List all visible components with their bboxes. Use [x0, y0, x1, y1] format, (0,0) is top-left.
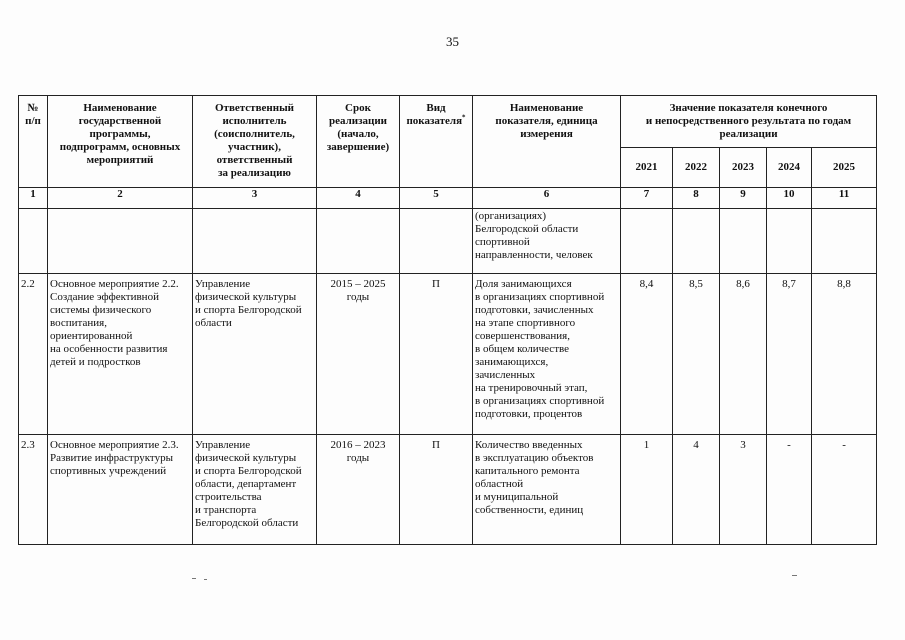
column-number: 7 [621, 188, 673, 209]
row-indicator: Количество введенных в эксплуатацию объектов капитального ремонта областной и муниципальной собственности, единиц [473, 435, 621, 545]
program-table [18, 95, 877, 545]
column-number: 10 [767, 188, 812, 209]
row-value-2025 [812, 209, 877, 274]
header-col-period: Срок реализации (начало, завершение) [317, 96, 400, 188]
year-2024: 2024 [767, 148, 812, 188]
header-col-values: Значение показателя конечного и непосредственного результата по годам реализации [621, 96, 877, 148]
row-value-2021 [621, 209, 673, 274]
year-2025: 2025 [812, 148, 877, 188]
column-number: 2 [48, 188, 193, 209]
row-value-2022 [673, 209, 720, 274]
row-indicator: Доля занимающихся в организациях спортивной подготовки, зачисленных на этапе спортивного совершенствования, в общем количестве занимающихся, зачисленных на тренировочный этап, в организациях спортивной подготовки, процентов [473, 274, 621, 435]
row-value-2023: 8,6 [720, 274, 767, 435]
row-value-2024 [767, 209, 812, 274]
header-col-type-footnote-mark: * [462, 113, 466, 122]
row-executor [193, 209, 317, 274]
row-executor: Управление физической культуры и спорта Белгородской области [193, 274, 317, 435]
row-num: 2.2 [19, 274, 48, 435]
year-2021: 2021 [621, 148, 673, 188]
header-col-name: Наименование государственной программы, подпрограмм, основных мероприятий [48, 96, 193, 188]
row-num [19, 209, 48, 274]
column-number: 1 [19, 188, 48, 209]
header-col-num: № п/п [19, 96, 48, 188]
page-number: 35 [446, 34, 459, 49]
row-value-2022: 8,5 [673, 274, 720, 435]
table-row [19, 209, 877, 274]
row-period: 2016 – 2023 годы [317, 435, 400, 545]
row-name: Основное мероприятие 2.3. Развитие инфраструктуры спортивных учреждений [48, 435, 193, 545]
row-type: П [400, 274, 473, 435]
column-number: 9 [720, 188, 767, 209]
table-row [19, 435, 877, 545]
row-value-2021: 8,4 [621, 274, 673, 435]
year-2023: 2023 [720, 148, 767, 188]
header-col-indicator: Наименование показателя, единица измерения [473, 96, 621, 188]
row-value-2022: 4 [673, 435, 720, 545]
row-type: П [400, 435, 473, 545]
column-number: 5 [400, 188, 473, 209]
scan-dust-mark [192, 578, 196, 579]
row-type [400, 209, 473, 274]
year-2022: 2022 [673, 148, 720, 188]
header-col-executor: Ответственный исполнитель (соисполнитель, участник), ответственный за реализацию [193, 96, 317, 188]
row-period [317, 209, 400, 274]
header-col-type-label: Вид показателя [406, 102, 463, 127]
row-value-2025: - [812, 435, 877, 545]
scan-dust-mark [204, 579, 207, 580]
column-number: 6 [473, 188, 621, 209]
row-name [48, 209, 193, 274]
row-num: 2.3 [19, 435, 48, 545]
scan-dust-mark [792, 575, 797, 576]
table-row [19, 274, 877, 435]
header-row [19, 96, 877, 148]
row-period: 2015 – 2025 годы [317, 274, 400, 435]
column-number: 11 [812, 188, 877, 209]
row-value-2023 [720, 209, 767, 274]
header-col-type [400, 96, 473, 188]
column-number: 3 [193, 188, 317, 209]
column-number: 8 [673, 188, 720, 209]
column-number: 4 [317, 188, 400, 209]
row-value-2024: 8,7 [767, 274, 812, 435]
row-value-2023: 3 [720, 435, 767, 545]
row-name: Основное мероприятие 2.2. Создание эффективной системы физического воспитания, ориентированной на особенности развития детей и подростков [48, 274, 193, 435]
column-numbers-row [19, 188, 877, 209]
row-value-2025: 8,8 [812, 274, 877, 435]
row-indicator: (организациях) Белгородской области спортивной направленности, человек [473, 209, 621, 274]
row-value-2021: 1 [621, 435, 673, 545]
row-executor: Управление физической культуры и спорта Белгородской области, департамент строительства и транспорта Белгородской области [193, 435, 317, 545]
row-value-2024: - [767, 435, 812, 545]
